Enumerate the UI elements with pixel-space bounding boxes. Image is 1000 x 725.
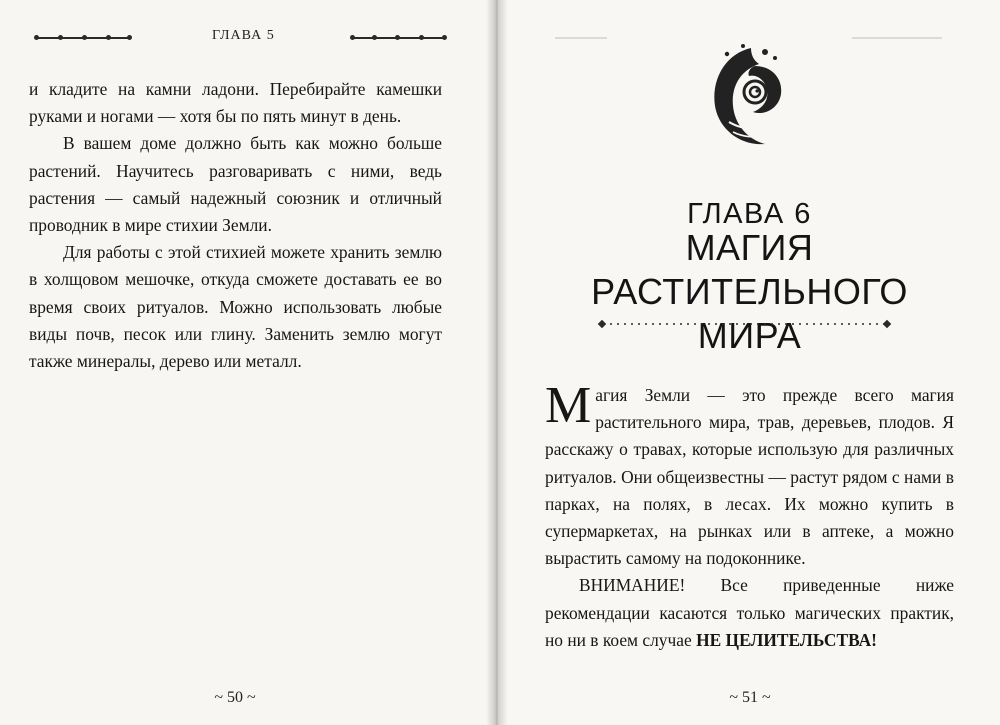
right-body-text	[545, 377, 954, 654]
page-number-right: ~ 51 ~	[729, 689, 771, 706]
header-dot	[395, 35, 400, 40]
header-dot	[106, 35, 111, 40]
crescent-swirl-icon	[705, 44, 793, 150]
warning-text: ВНИМАНИЕ! Все приведенные ниже рекомендации касаются только магических практик, но ни в коем случае	[545, 575, 954, 650]
running-header-left	[0, 28, 494, 48]
header-dot	[372, 35, 377, 40]
header-dot	[419, 35, 424, 40]
header-dot	[58, 35, 63, 40]
header-dot	[34, 35, 39, 40]
header-dot	[82, 35, 87, 40]
paragraph: В вашем доме должно быть как можно больше растений. Научитесь разговаривать с ними, ведь растения — самый надежный союзник и отличный проводник в мире стихии Земли.	[29, 133, 442, 236]
page-number-left: ~ 50 ~	[214, 689, 256, 706]
lead-paragraph	[545, 377, 954, 572]
header-dot	[127, 35, 132, 40]
chapter-title-line: РАСТИТЕЛЬНОГО МИРА	[591, 271, 908, 356]
book-gutter	[486, 0, 508, 725]
left-body-text	[29, 76, 442, 375]
warning-emphasis: НЕ ЦЕЛИТЕЛЬСТВА!	[696, 629, 877, 650]
left-page	[0, 0, 494, 725]
header-rule	[555, 37, 607, 39]
running-head-chapter: ГЛАВА 5	[212, 28, 275, 43]
header-dot	[442, 35, 447, 40]
drop-cap: М	[545, 377, 592, 434]
header-dot	[350, 35, 355, 40]
paragraph: Для работы с этой стихией можете хранить землю в холщовом мешочке, откуда сможете доставать ее во время своих ритуалов. Можно использовать любые виды почв, песок или глину. Заменить землю могут также минералы, дерево или металл.	[29, 242, 442, 372]
header-rule	[852, 37, 942, 39]
title-ornament-rule	[597, 314, 892, 334]
lead-paragraph-text: агия Земли — это прежде всего магия растительного мира, трав, деревьев, плодов. Я расскажу о травах, которые использую для различных ритуалов. Они общеизвестны — растут рядом с нами в парках, на полях, в лесах. Их можно купить в супермаркетах, на рынках или в аптеке, а можно вырастить самому на подоконнике.	[545, 385, 954, 569]
chapter-title	[547, 226, 952, 358]
paragraph: и кладите на камни ладони. Перебирайте камешки руками и ногами — хотя бы по пять минут в день.	[29, 79, 442, 127]
chapter-label: ГЛАВА 6	[687, 198, 812, 230]
warning-paragraph	[545, 572, 954, 654]
chapter-title-line: МАГИЯ	[685, 227, 814, 268]
